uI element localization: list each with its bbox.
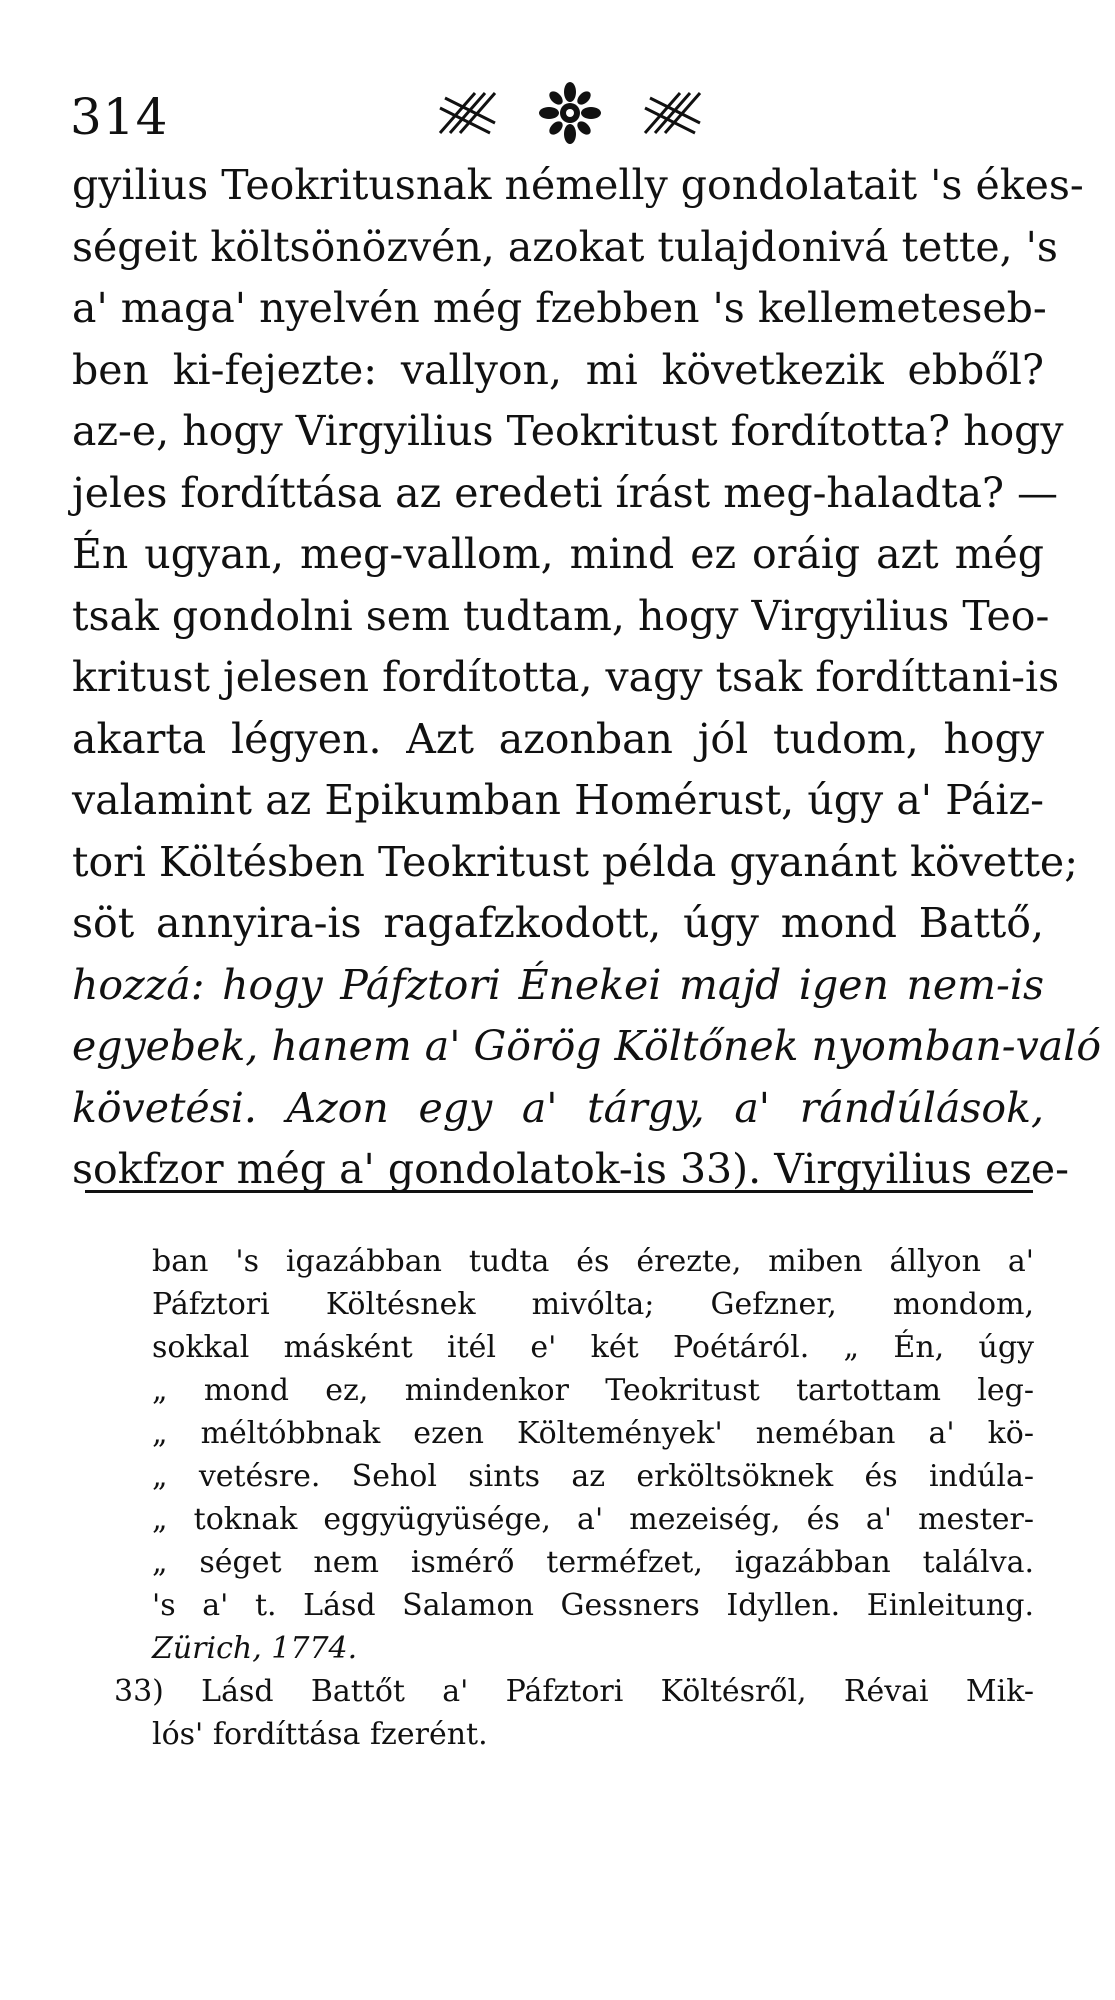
text-line: egyebek, hanem a' Görög Költőnek nyomban-való: [72, 1022, 1102, 1070]
text-line: sokfzor még a' gondolatok-is 33). Virgyilius eze-: [72, 1145, 1070, 1193]
text-line: kritust jelesen fordította, vagy tsak fordíttani-is: [72, 653, 1060, 701]
text-line: hozzá: hogy Páfztori Énekei majd igen nem-is: [72, 960, 1044, 1009]
footnote-line: Páfztori Költésnek mivólta; Gefzner, mondom,: [152, 1287, 1034, 1322]
footnote-line: ban 's igazábban tudta és érezte, miben állyon a': [152, 1244, 1034, 1279]
text-line: akarta légyen. Azt azonban jól tudom, hogy: [72, 714, 1044, 763]
text-line: ben ki-fejezte: vallyon, mi következik ebből?: [72, 345, 1044, 394]
main-text-block: [72, 155, 1102, 1201]
footnote-line: Zürich, 1774.: [152, 1631, 358, 1666]
footnote-line: lós' fordíttása fzerént.: [152, 1717, 488, 1752]
text-line: valamint az Epikumban Homérust, úgy a' Páiz-: [72, 776, 1044, 824]
footnote-line: 33) Lásd Battőt a' Páfztori Költésről, Révai Mik-: [114, 1674, 1034, 1709]
text-line: tsak gondolni sem tudtam, hogy Virgyilius Teo-: [72, 591, 1050, 640]
text-line: gyilius Teokritusnak némelly gondolatait 's ékes-: [72, 161, 1084, 209]
footnote-separator: [85, 1190, 1033, 1193]
text-line: követési. Azon egy a' tárgy, a' rándúlások,: [72, 1083, 1044, 1132]
footnote-line: 's a' t. Lásd Salamon Gessners Idyllen. Einleitung.: [152, 1588, 1034, 1623]
footnote-line: „ méltóbbnak ezen Költemények' neméban a' kö-: [152, 1416, 1034, 1451]
text-line: az-e, hogy Virgyilius Teokritust fordította? hogy: [72, 407, 1064, 455]
text-line: Én ugyan, meg-vallom, mind ez oráig azt még: [72, 530, 1044, 578]
footnote-line: „ vetésre. Sehol sints az erköltsöknek és indúla-: [152, 1459, 1034, 1494]
footnote-line: „ toknak eggyügyüsége, a' mezeiség, és a' mester-: [152, 1502, 1034, 1537]
footnote-line: sokkal másként itél e' két Poétáról. „ Én, úgy: [152, 1330, 1034, 1365]
fleuron-ornament-icon: [420, 78, 720, 148]
footnote-line: „ séget nem ismérő terméfzet, igazábban találva.: [152, 1545, 1034, 1580]
text-line: a' maga' nyelvén még fzebben 's kellemeteseb-: [72, 284, 1047, 332]
text-line: ségeit költsönözvén, azokat tulajdonivá tette, 's: [72, 222, 1058, 271]
text-line: tori Költésben Teokritust példa gyanánt követte;: [72, 837, 1079, 886]
text-line: söt annyira-is ragafzkodott, úgy mond Battő,: [72, 899, 1044, 947]
text-line: jeles fordíttása az eredeti írást meg-haladta? —: [72, 468, 1059, 517]
page-number: 314: [70, 88, 169, 146]
footnote-line: „ mond ez, mindenkor Teokritust tartottam leg-: [152, 1373, 1034, 1408]
footnotes-block: [114, 1240, 1034, 1756]
